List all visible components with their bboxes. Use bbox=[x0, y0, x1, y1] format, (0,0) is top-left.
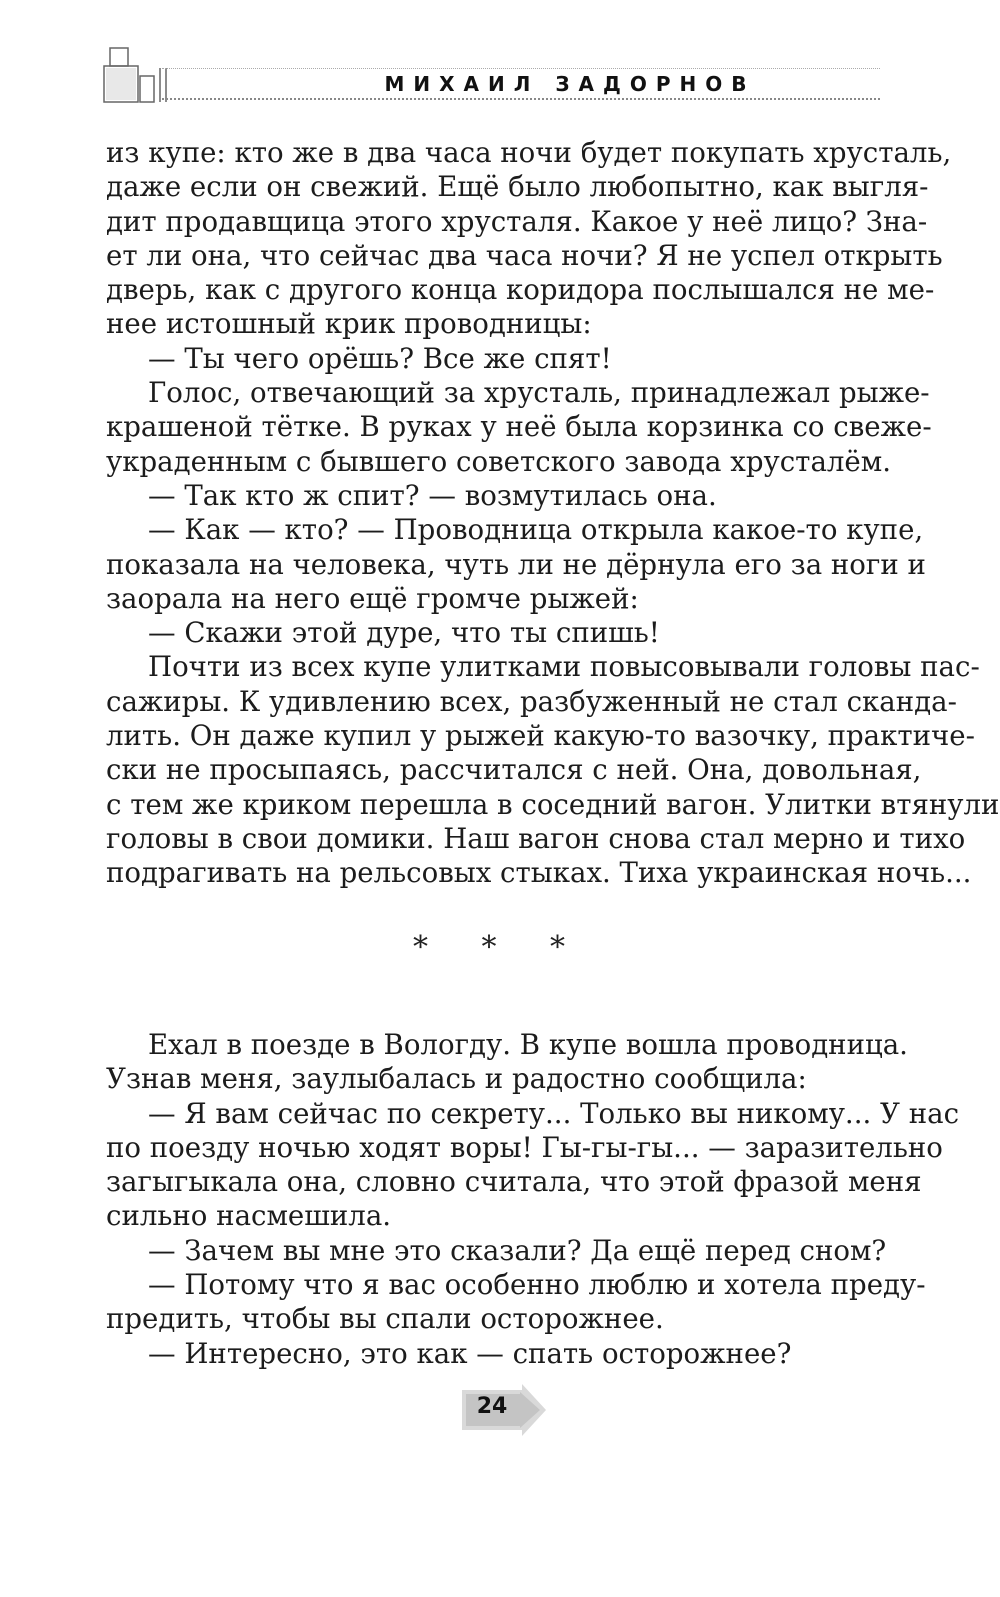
text-line: лить. Он даже купил у рыжей какую-то вазочку, практиче- bbox=[106, 719, 975, 753]
text-line: украденным с бывшего советского завода хрусталём. bbox=[106, 444, 891, 478]
header-rule-top bbox=[162, 68, 880, 69]
text-line: по поезду ночью ходят воры! Гы-гы-гы... — заразительно bbox=[106, 1130, 943, 1164]
dialog-line: — Так кто ж спит? — возмутилась она. bbox=[148, 478, 717, 512]
text-line: заорала на него ещё громче рыжей: bbox=[106, 581, 639, 615]
text-line: дверь, как с другого конца коридора послышался не ме- bbox=[106, 273, 935, 307]
running-header bbox=[100, 42, 880, 106]
section-separator: * * * bbox=[412, 930, 588, 965]
text-line: Голос, отвечающий за хрусталь, принадлежал рыже- bbox=[148, 376, 930, 410]
dialog-line: — Как — кто? — Проводница открыла какое-то купе, bbox=[148, 513, 924, 547]
text-line: предить, чтобы вы спали осторожнее. bbox=[106, 1302, 664, 1336]
text-line: ски не просыпаясь, рассчитался с ней. Она, довольная, bbox=[106, 753, 922, 787]
text-line: дит продавщица этого хрусталя. Какое у неё лицо? Зна- bbox=[106, 204, 928, 238]
text-line: ет ли она, что сейчас два часа ночи? Я не успел открыть bbox=[106, 238, 943, 272]
dialog-line: — Я вам сейчас по секрету... Только вы никому... У нас bbox=[148, 1096, 960, 1130]
text-line: крашеной тётке. В руках у неё была корзинка со свеже- bbox=[106, 410, 932, 444]
text-line: загыгыкала она, словно считала, что этой фразой меня bbox=[106, 1165, 922, 1199]
text-line: головы в свои домики. Наш вагон снова стал мерно и тихо bbox=[106, 821, 966, 855]
dialog-line: — Потому что я вас особенно люблю и хотела преду- bbox=[148, 1268, 926, 1302]
text-line: показала на человека, чуть ли не дёрнула его за ноги и bbox=[106, 547, 926, 581]
running-header-author: МИХАИЛ ЗАДОРНОВ bbox=[384, 72, 756, 96]
header-rule bbox=[162, 98, 880, 100]
text-line: сажиры. К удивлению всех, разбуженный не стал сканда- bbox=[106, 684, 957, 718]
text-line: Почти из всех купе улитками повысовывали головы пас- bbox=[148, 650, 980, 684]
text-line: с тем же криком перешла в соседний вагон. Улитки втянули bbox=[106, 787, 1000, 821]
dialog-line: — Интересно, это как — спать осторожнее? bbox=[148, 1336, 792, 1370]
text-line: нее истошный крик проводницы: bbox=[106, 307, 592, 341]
text-line: Узнав меня, заулыбалась и радостно сообщила: bbox=[106, 1062, 807, 1096]
dialog-line: — Скажи этой дуре, что ты спишь! bbox=[148, 616, 660, 650]
page-number: 24 bbox=[476, 1394, 508, 1419]
text-line: подрагивать на рельсовых стыках. Тиха украинская ночь... bbox=[106, 856, 972, 890]
text-line: сильно насмешила. bbox=[106, 1199, 392, 1233]
text-line: даже если он свежий. Ещё было любопытно, как выгля- bbox=[106, 170, 929, 204]
text-section-2 bbox=[106, 1028, 960, 1371]
dialog-line: — Ты чего орёшь? Все же спят! bbox=[148, 341, 612, 375]
page-number-badge bbox=[462, 1384, 552, 1436]
text-line: Ехал в поезде в Вологду. В купе вошла проводница. bbox=[148, 1028, 908, 1061]
text-section-1 bbox=[106, 136, 1000, 891]
text-line: из купе: кто же в два часа ночи будет покупать хрусталь, bbox=[106, 136, 952, 169]
dialog-line: — Зачем вы мне это сказали? Да ещё перед сном? bbox=[148, 1233, 887, 1267]
